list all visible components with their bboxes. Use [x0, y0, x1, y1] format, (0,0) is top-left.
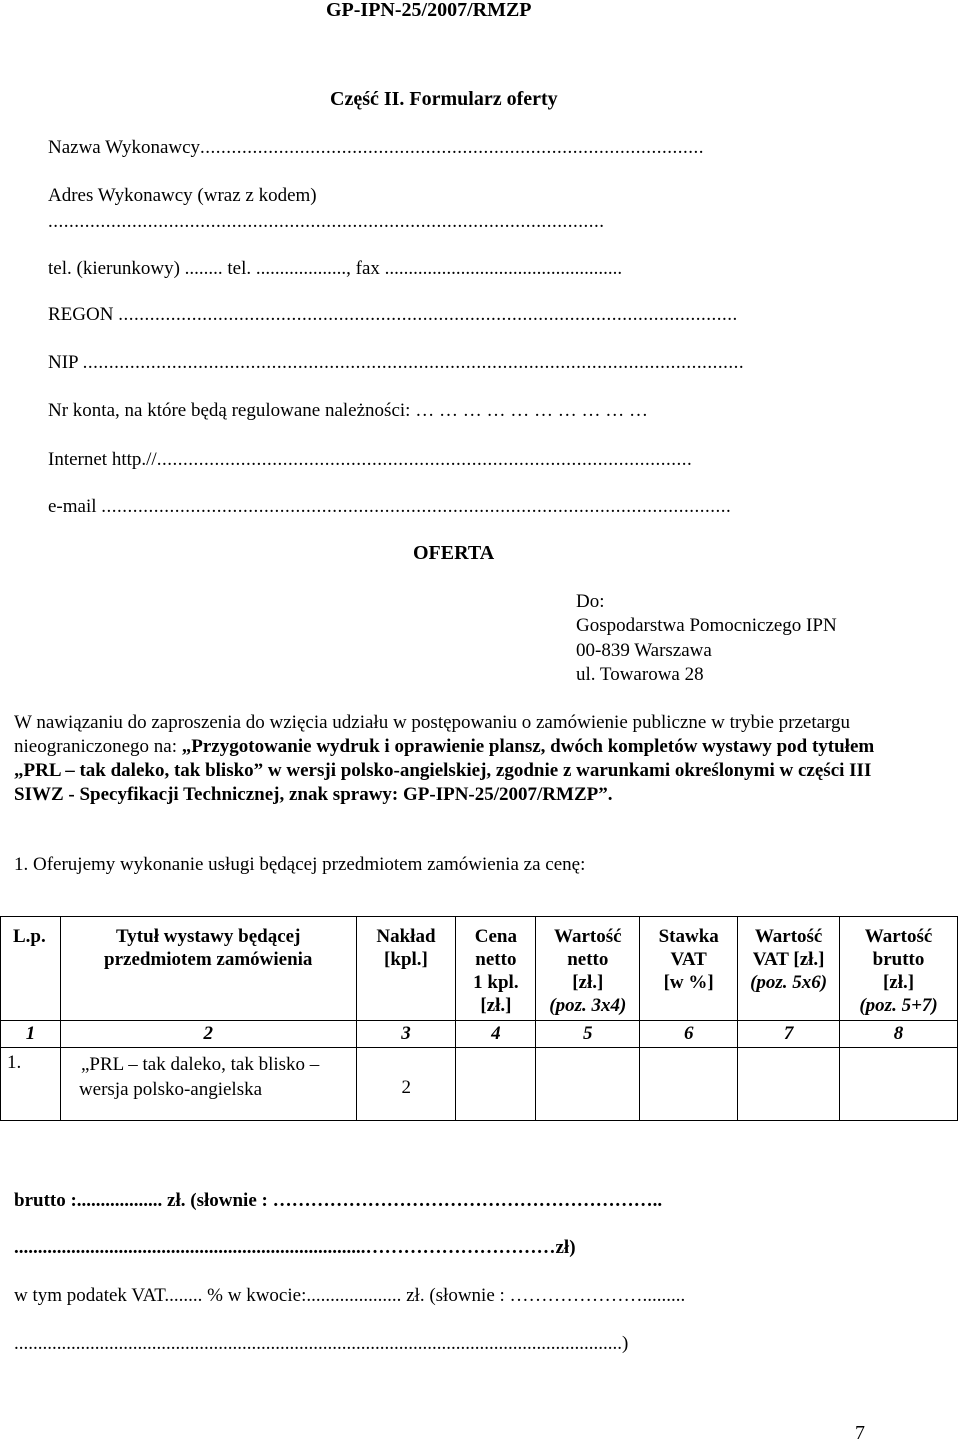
col-number: 8	[840, 1021, 958, 1048]
table-number-row	[1, 1021, 958, 1048]
col-number: 7	[738, 1021, 840, 1048]
address-line1: Gospodarstwa Pomocniczego IPN	[576, 615, 837, 636]
row-lp[interactable]: 1.	[1, 1048, 61, 1121]
field-nip: NIP ..............................................................................................................................	[48, 352, 745, 373]
field-nr-konta: Nr konta, na które będą regulowane należności: … … … … … … … … … …	[48, 400, 648, 421]
address-line2: 00-839 Warszawa	[576, 640, 712, 661]
header-lp: L.p.	[1, 917, 61, 1021]
point-1: 1. Oferujemy wykonanie usługi będącej przedmiotem zamówienia za cenę:	[14, 854, 586, 875]
field-email: e-mail ........................................................................................................................	[48, 496, 732, 517]
header-cena: Cena netto 1 kpl. [zł.]	[456, 917, 536, 1021]
field-nazwa: Nazwa Wykonawcy................................................................................................	[48, 137, 705, 158]
row-wartosc-netto[interactable]	[536, 1048, 640, 1121]
offer-paragraph: W nawiązaniu do zaproszenia do wzięcia udziału w postępowaniu o zamówienie publiczne w trybie przetargu nieograniczonego na: „Przygotowanie wydruk i oprawienie plansz, dwóch kompletów wystawy pod tytułem „PRL – tak daleko, tak blisko” w wersji polsko-angielskiej, zgodnie z warunkami określonymi w części III SIWZ - Specyfikacji Technicznej, znak sprawy: GP-IPN-25/2007/RMZP”.	[14, 712, 875, 805]
field-internet: Internet http.//......................................................................................................	[48, 449, 693, 470]
col-number: 4	[456, 1021, 536, 1048]
document-reference: GP-IPN-25/2007/RMZP	[326, 0, 532, 21]
header-wartosc-netto: Wartość netto [zł.] (poz. 3x4)	[536, 917, 640, 1021]
field-adres-dots: ..........................................................................................................	[48, 211, 605, 232]
address-to: Do:	[576, 591, 605, 612]
row-stawka-vat[interactable]	[640, 1048, 738, 1121]
col-number: 1	[1, 1021, 61, 1048]
table-header-row	[1, 917, 958, 1021]
header-wartosc-vat: Wartość VAT [zł.] (poz. 5x6)	[738, 917, 840, 1021]
row-cena[interactable]	[456, 1048, 536, 1121]
table-row	[1, 1048, 958, 1121]
col-number: 5	[536, 1021, 640, 1048]
address-line3: ul. Towarowa 28	[576, 664, 704, 685]
header-naklad: Nakład [kpl.]	[356, 917, 456, 1021]
brutto-line: brutto :.................. zł. (słownie : ……………………………………………………..	[14, 1190, 663, 1211]
field-regon: REGON ......................................................................................................................	[48, 304, 738, 325]
row-naklad[interactable]: 2	[356, 1048, 456, 1121]
header-stawka-vat: Stawka VAT [w %]	[640, 917, 738, 1021]
col-number: 2	[60, 1021, 356, 1048]
page-number: 7	[855, 1422, 865, 1444]
offer-heading: OFERTA	[413, 542, 495, 564]
row-title[interactable]: „PRL – tak daleko, tak blisko – wersja polsko-angielska	[60, 1048, 356, 1121]
vat-line-2: ................................................................................................................................)	[14, 1333, 629, 1354]
field-tel: tel. (kierunkowy) ........ tel. ..................., fax ..................................................	[48, 258, 623, 279]
price-table	[0, 916, 958, 1121]
header-title: Tytuł wystawy będącej przedmiotem zamówienia	[60, 917, 356, 1021]
row-wartosc-vat[interactable]	[738, 1048, 840, 1121]
field-adres: Adres Wykonawcy (wraz z kodem)	[48, 185, 317, 206]
row-wartosc-brutto[interactable]	[840, 1048, 958, 1121]
brutto-line-2: ..........................................................................…………………………zł)	[14, 1237, 576, 1258]
page-title: Część II. Formularz oferty	[330, 88, 558, 110]
col-number: 3	[356, 1021, 456, 1048]
vat-line: w tym podatek VAT........ % w kwocie:.................... zł. (słownie : ………………….........	[14, 1285, 686, 1306]
header-wartosc-brutto: Wartość brutto [zł.] (poz. 5+7)	[840, 917, 958, 1021]
col-number: 6	[640, 1021, 738, 1048]
